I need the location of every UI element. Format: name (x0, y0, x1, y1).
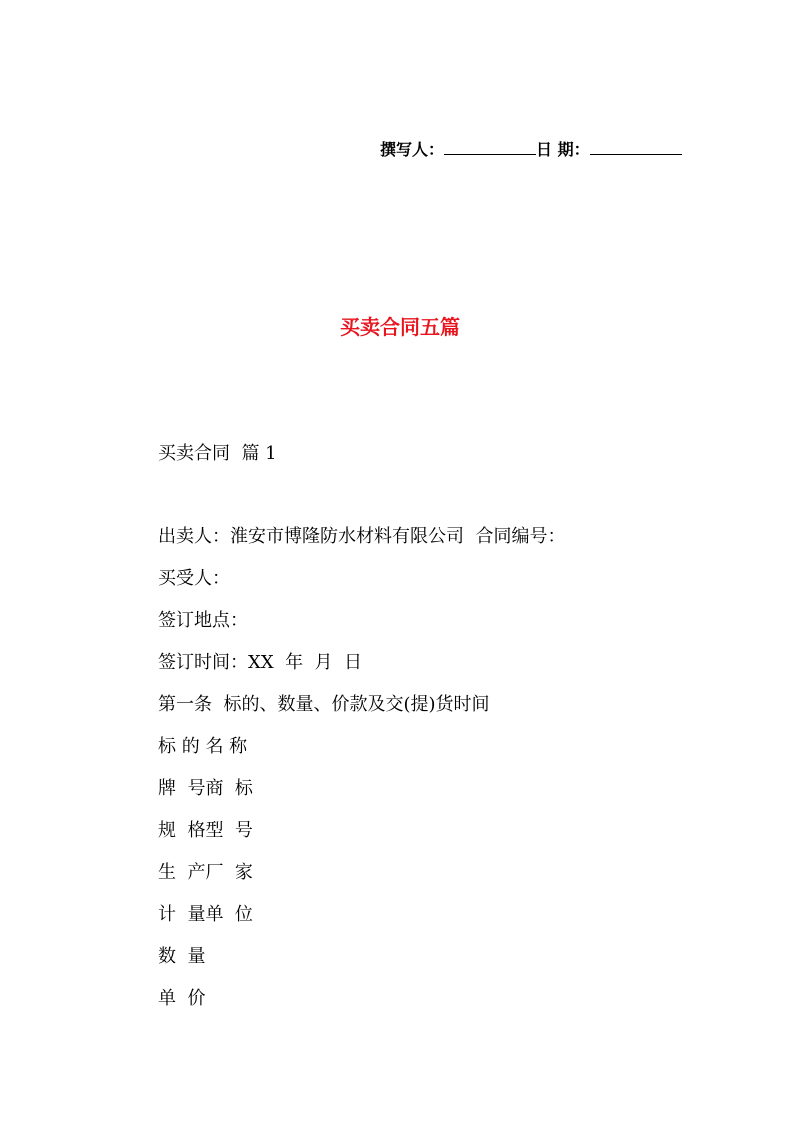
seller-line: 出卖人：淮安市博隆防水材料有限公司 合同编号： (158, 526, 566, 547)
section-title: 买卖合同 篇 1 (158, 443, 277, 464)
signing-place-line: 签订地点： (158, 610, 248, 631)
author-label: 撰写人： (380, 140, 445, 159)
contract-body (158, 523, 565, 1027)
author-blank (444, 139, 536, 155)
quantity-line: 数 量 (158, 946, 206, 967)
buyer-line: 买受人： (158, 568, 230, 589)
manufacturer-line: 生 产厂 家 (158, 862, 253, 883)
spec-line: 规 格型 号 (158, 820, 253, 841)
date-blank (590, 139, 682, 155)
brand-line: 牌 号商 标 (158, 778, 253, 799)
unit-line: 计 量单 位 (158, 904, 253, 925)
item-name-line: 标 的 名 称 (158, 736, 248, 757)
date-label: 日 期： (536, 140, 590, 159)
author-date-line (380, 138, 682, 162)
price-line: 单 价 (158, 988, 206, 1009)
signing-time-line: 签订时间：XX 年 月 日 (158, 652, 362, 673)
document-title: 买卖合同五篇 (340, 315, 460, 339)
article-one-line: 第一条 标的、数量、价款及交(提)货时间 (158, 694, 490, 715)
